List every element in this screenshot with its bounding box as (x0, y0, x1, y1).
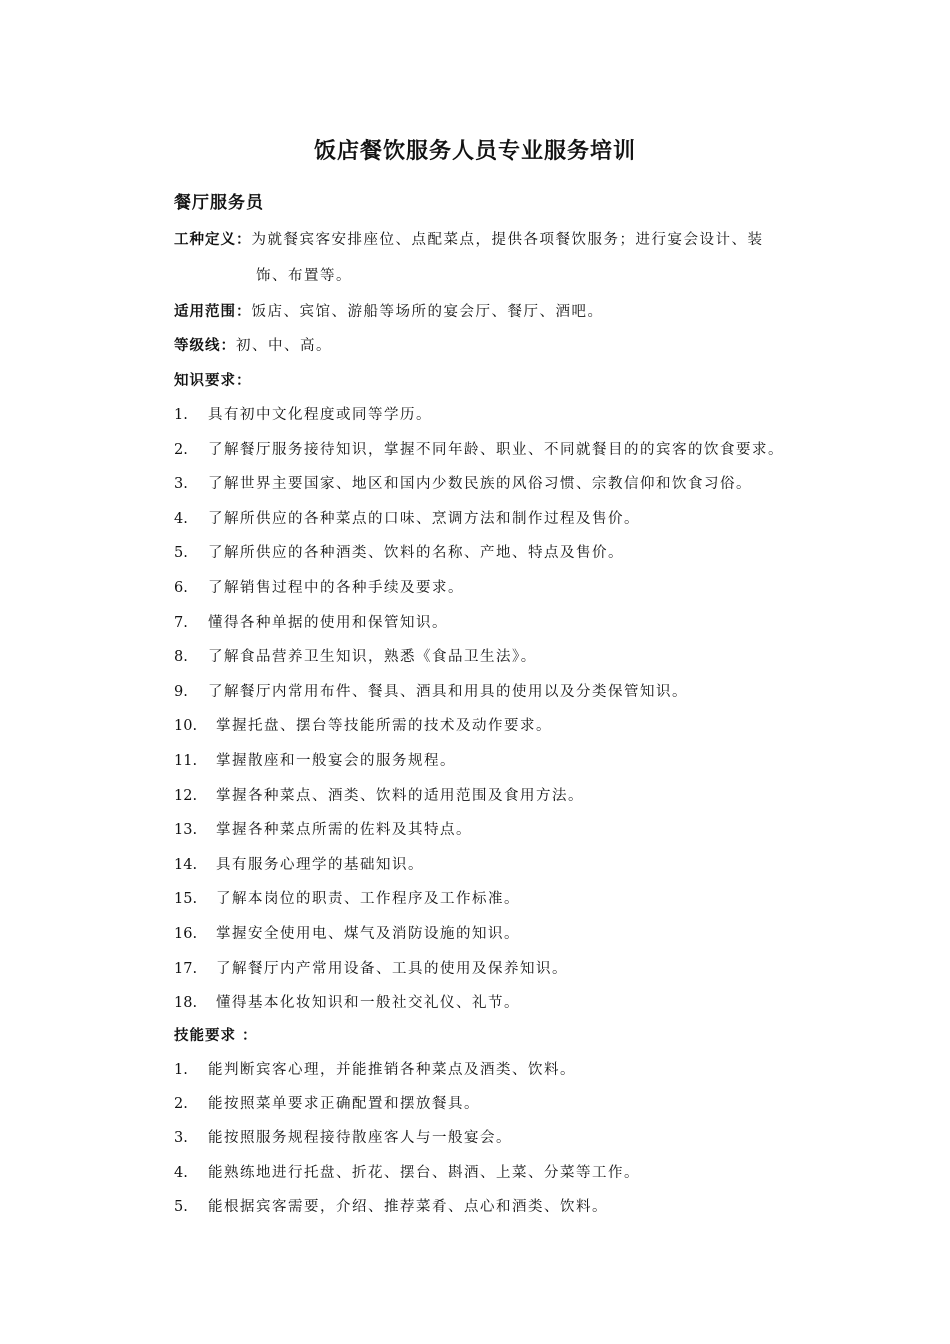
list-item-text: 掌握安全使用电、煤气及消防设施的知识。 (216, 926, 520, 942)
list-item-text: 能熟练地进行托盘、折花、摆台、斟酒、上菜、分菜等工作。 (208, 1164, 640, 1181)
list-item (174, 1195, 608, 1216)
list-item-number: 6. (174, 580, 188, 596)
list-item (174, 472, 752, 493)
list-item (174, 576, 464, 597)
list-item (174, 1092, 480, 1113)
list-item (174, 507, 640, 528)
definition-line (174, 228, 764, 249)
list-item-text: 了解销售过程中的各种手续及要求。 (208, 580, 464, 596)
list-item (174, 784, 584, 805)
definition-continuation: 饰、布置等。 (256, 268, 352, 284)
list-item (174, 611, 448, 632)
grade-text: 初、中、高。 (236, 338, 332, 354)
list-item-number: 5. (174, 1198, 188, 1215)
list-item-number: 1. (174, 1062, 188, 1078)
grade-label: 等级线： (174, 337, 236, 354)
definition-text: 为就餐宾客安排座位、点配菜点，提供各项餐饮服务；进行宴会设计、装 (251, 232, 764, 248)
list-item (174, 403, 432, 424)
list-item-text: 能按照菜单要求正确配置和摆放餐具。 (208, 1096, 480, 1113)
list-item-text: 了解本岗位的职责、工作程序及工作标准。 (216, 891, 520, 908)
list-item-number: 5. (174, 545, 188, 562)
list-item-text: 掌握各种菜点、酒类、饮料的适用范围及食用方法。 (216, 787, 584, 804)
list-item (174, 680, 688, 701)
list-item-number: 3. (174, 1130, 188, 1147)
list-item-number: 15. (174, 891, 198, 908)
list-item-number: 3. (174, 476, 188, 493)
list-item-text: 能判断宾客心理，并能推销各种菜点及酒类、饮料。 (208, 1062, 576, 1078)
list-item (174, 853, 424, 874)
scope-text: 饭店、宾馆、游船等场所的宴会厅、餐厅、酒吧。 (251, 304, 604, 320)
list-item-text: 懂得各种单据的使用和保管知识。 (208, 614, 448, 631)
list-item-number: 9. (174, 683, 188, 700)
list-item-number: 13. (174, 822, 198, 839)
list-item (174, 1161, 640, 1182)
list-item-text: 能按照服务规程接待散座客人与一般宴会。 (208, 1130, 512, 1147)
list-item-text: 具有初中文化程度或同等学历。 (208, 407, 432, 423)
list-item (174, 714, 552, 735)
list-item (174, 887, 520, 908)
list-item-text: 具有服务心理学的基础知识。 (216, 856, 424, 873)
list-item-text: 掌握各种菜点所需的佐料及其特点。 (216, 822, 472, 839)
list-item-text: 了解所供应的各种酒类、饮料的名称、产地、特点及售价。 (208, 545, 624, 562)
list-item-number: 2. (174, 1096, 188, 1113)
list-item-text: 了解世界主要国家、地区和国内少数民族的风俗习惯、宗教信仰和饮食习俗。 (208, 476, 752, 493)
page-title: 饭店餐饮服务人员专业服务培训 (313, 138, 636, 164)
list-item-text: 了解餐厅服务接待知识，掌握不同年龄、职业、不同就餐目的的宾客的饮食要求。 (208, 441, 784, 458)
list-item-number: 1. (174, 407, 188, 423)
list-item-text: 了解餐厅内产常用设备、工具的使用及保养知识。 (216, 960, 568, 977)
grade-line (174, 334, 332, 355)
section-heading: 餐厅服务员 (174, 193, 264, 213)
list-item-text: 了解所供应的各种菜点的口味、烹调方法和制作过程及售价。 (208, 510, 640, 527)
list-item (174, 922, 520, 943)
list-item-text: 掌握散座和一般宴会的服务规程。 (216, 753, 456, 769)
list-item-text: 懂得基本化妆知识和一般社交礼仪、礼节。 (216, 995, 520, 1012)
skills-heading: 技能要求 ： (174, 1027, 258, 1044)
list-item (174, 957, 568, 978)
list-item-number: 4. (174, 510, 188, 527)
list-item-number: 10. (174, 718, 198, 735)
list-item (174, 1126, 512, 1147)
list-item (174, 541, 624, 562)
definition-label: 工种定义： (174, 231, 252, 248)
list-item (174, 749, 456, 770)
list-item-number: 12. (174, 787, 198, 804)
list-item (174, 645, 537, 666)
list-item-text: 能根据宾客需要，介绍、推荐菜肴、点心和酒类、饮料。 (208, 1198, 608, 1215)
scope-label: 适用范围： (174, 303, 252, 320)
list-item-text: 了解食品营养卫生知识，熟悉《食品卫生法》。 (208, 649, 537, 666)
list-item-number: 18. (174, 995, 198, 1012)
list-item (174, 1058, 576, 1079)
scope-line (174, 300, 604, 321)
list-item-number: 4. (174, 1164, 188, 1181)
list-item (174, 818, 472, 839)
list-item-number: 7. (174, 614, 188, 631)
list-item-number: 8. (174, 649, 188, 666)
list-item (174, 991, 520, 1012)
list-item-text: 掌握托盘、摆台等技能所需的技术及动作要求。 (216, 718, 552, 735)
list-item-number: 16. (174, 926, 198, 942)
list-item-number: 14. (174, 856, 198, 873)
list-item (174, 438, 784, 459)
list-item-number: 11. (174, 753, 198, 769)
list-item-text: 了解餐厅内常用布件、餐具、酒具和用具的使用以及分类保管知识。 (208, 683, 688, 700)
list-item-number: 17. (174, 960, 198, 977)
knowledge-heading: 知识要求： (174, 372, 252, 389)
list-item-number: 2. (174, 441, 188, 458)
